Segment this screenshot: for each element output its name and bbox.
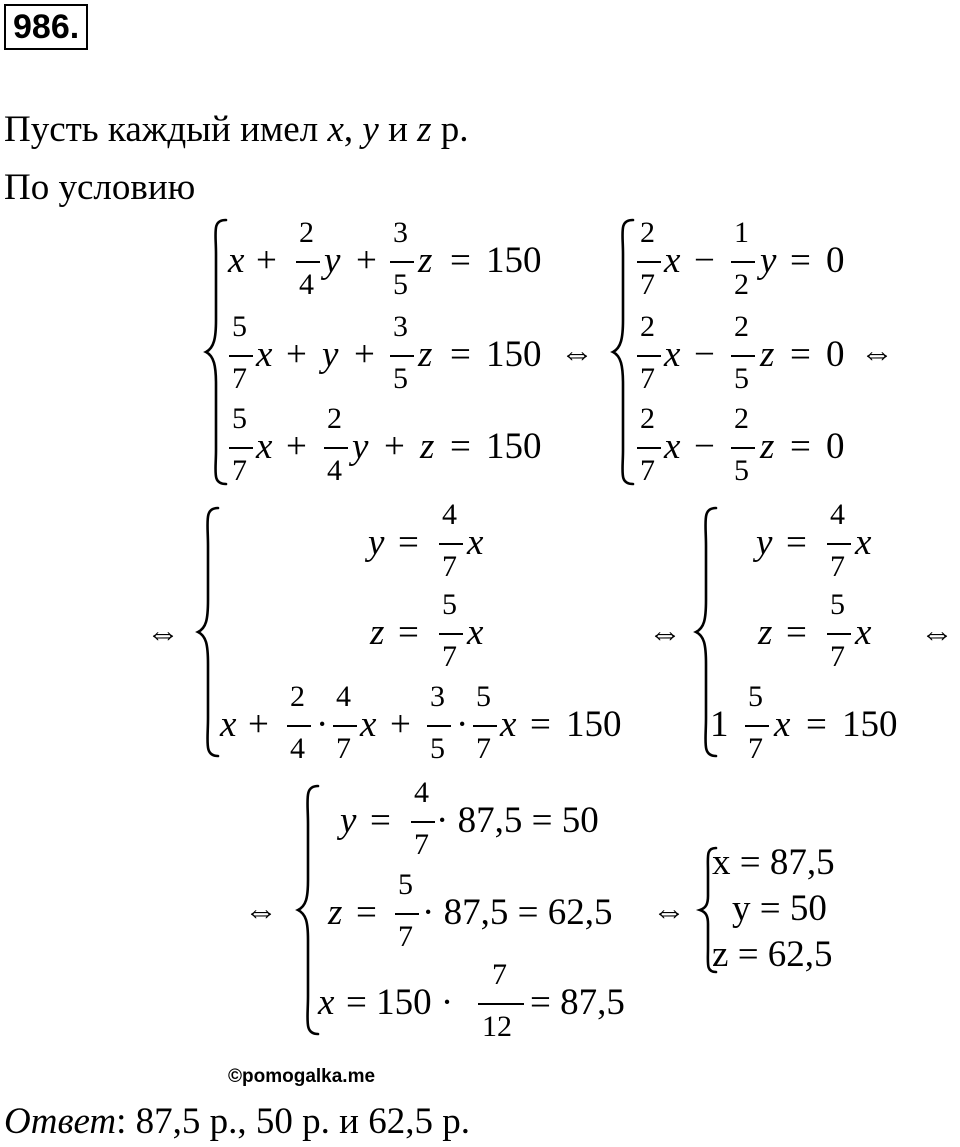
- equiv-3: ⇔: [146, 615, 180, 652]
- svg-text:x: x: [256, 426, 273, 467]
- svg-text:=: =: [398, 522, 419, 563]
- svg-text:x: x: [220, 704, 237, 745]
- svg-text:5: 5: [476, 680, 491, 713]
- svg-text:=: =: [450, 240, 471, 281]
- svg-text:5: 5: [393, 362, 408, 395]
- svg-text:150: 150: [486, 240, 542, 281]
- svg-text:+: +: [256, 240, 277, 281]
- equiv-7: ⇔: [652, 893, 686, 930]
- svg-text:=: =: [530, 704, 551, 745]
- svg-text:5: 5: [398, 868, 413, 901]
- system-3-row-3: [219, 680, 622, 765]
- svg-text:2: 2: [290, 680, 305, 713]
- svg-text:2: 2: [734, 268, 749, 301]
- svg-text:3: 3: [393, 310, 408, 343]
- svg-text:=: =: [450, 334, 471, 375]
- system-5-row-2: [327, 868, 612, 953]
- svg-text:12: 12: [482, 1010, 512, 1043]
- system-2-row-1: [637, 216, 845, 301]
- svg-text:=: =: [450, 426, 471, 467]
- svg-text:=: =: [790, 426, 811, 467]
- svg-text:7: 7: [640, 454, 655, 487]
- svg-text:7: 7: [830, 550, 845, 583]
- svg-text:3: 3: [393, 216, 408, 249]
- svg-text:2: 2: [327, 402, 342, 435]
- svg-text:y: y: [322, 334, 339, 375]
- svg-text:z: z: [418, 240, 433, 281]
- svg-text:=: =: [356, 892, 377, 933]
- system-4-row-2: [757, 588, 872, 673]
- system-5-row-1: [336, 776, 599, 861]
- system-6-row-1: x = 87,5: [712, 842, 835, 883]
- equiv-5: ⇔: [920, 615, 954, 652]
- svg-text:z: z: [760, 334, 775, 375]
- system-1: [206, 216, 542, 487]
- svg-text:+: +: [384, 426, 405, 467]
- svg-text:=: =: [786, 612, 807, 653]
- svg-text:=: =: [790, 240, 811, 281]
- svg-text:4: 4: [414, 776, 429, 809]
- svg-text:150: 150: [842, 704, 898, 745]
- svg-text:4: 4: [327, 454, 342, 487]
- svg-text:+: +: [286, 426, 307, 467]
- svg-text:x: x: [664, 334, 681, 375]
- svg-text:7: 7: [336, 732, 351, 765]
- svg-text:5: 5: [734, 362, 749, 395]
- system-1-row-1: [227, 216, 542, 301]
- svg-text:z: z: [418, 334, 433, 375]
- svg-text:+: +: [248, 704, 269, 745]
- svg-text:2: 2: [640, 402, 655, 435]
- svg-text:z: z: [328, 892, 343, 933]
- svg-text:150: 150: [486, 426, 542, 467]
- svg-text:7: 7: [492, 958, 507, 991]
- svg-text:z: z: [420, 426, 435, 467]
- svg-text:y: y: [368, 522, 385, 563]
- system-1-row-2: [229, 310, 542, 395]
- svg-text:0: 0: [826, 426, 845, 467]
- svg-text:1: 1: [734, 216, 749, 249]
- svg-text:150: 150: [566, 704, 622, 745]
- svg-text:150: 150: [486, 334, 542, 375]
- svg-text:y: y: [760, 240, 777, 281]
- svg-text:=: =: [370, 800, 391, 841]
- svg-text:5: 5: [393, 268, 408, 301]
- svg-text:5: 5: [442, 588, 457, 621]
- svg-text:+: +: [286, 334, 307, 375]
- equiv-4: ⇔: [648, 615, 682, 652]
- svg-text:2: 2: [640, 216, 655, 249]
- svg-text:z: z: [370, 612, 385, 653]
- svg-text:+: +: [390, 704, 411, 745]
- svg-text:4: 4: [290, 732, 305, 765]
- svg-text:5: 5: [430, 732, 445, 765]
- system-3-brace: [198, 508, 218, 756]
- svg-text:−: −: [694, 334, 715, 375]
- svg-text:x: x: [228, 240, 245, 281]
- system-3-row-2: [369, 588, 484, 673]
- svg-text:7: 7: [640, 362, 655, 395]
- system-3: [198, 498, 622, 765]
- svg-text:5: 5: [748, 680, 763, 713]
- svg-text:x: x: [467, 522, 484, 563]
- svg-text:x: x: [855, 612, 872, 653]
- svg-text:−: −: [694, 240, 715, 281]
- system-2: [613, 216, 845, 487]
- equiv-6: ⇔: [244, 893, 278, 930]
- system-4: [696, 498, 898, 765]
- svg-text:4: 4: [830, 498, 845, 531]
- svg-text:4: 4: [442, 498, 457, 531]
- answer-line: [4, 1100, 470, 1144]
- svg-text:=: =: [786, 522, 807, 563]
- svg-text:2: 2: [640, 310, 655, 343]
- var-y: y: [362, 109, 379, 150]
- svg-text:·: ·: [316, 704, 329, 745]
- intro-prefix: Пусть каждый имел: [4, 109, 328, 150]
- svg-text:7: 7: [232, 362, 247, 395]
- svg-text:x: x: [500, 704, 517, 745]
- svg-text:y: y: [756, 522, 773, 563]
- system-6-row-2: y = 50: [732, 888, 827, 929]
- system-5-brace: [298, 786, 318, 1034]
- answer-text: : 87,5 р., 50 р. и 62,5 р.: [116, 1101, 470, 1142]
- svg-text:7: 7: [442, 640, 457, 673]
- watermark: ©pomogalka.me: [228, 1066, 376, 1087]
- svg-text:7: 7: [232, 454, 247, 487]
- system-5: [298, 776, 625, 1043]
- svg-text:z: z: [758, 612, 773, 653]
- svg-text:1: 1: [710, 704, 729, 745]
- svg-text:0: 0: [826, 334, 845, 375]
- svg-text:· 87,5 = 50: · 87,5 = 50: [436, 800, 599, 841]
- answer-label: Ответ: [4, 1101, 117, 1142]
- svg-text:7: 7: [830, 640, 845, 673]
- svg-text:7: 7: [414, 828, 429, 861]
- equiv-2: ⇔: [860, 335, 894, 372]
- svg-text:4: 4: [299, 268, 314, 301]
- svg-text:+: +: [356, 240, 377, 281]
- svg-text:x: x: [467, 612, 484, 653]
- svg-text:3: 3: [430, 680, 445, 713]
- system-2-row-3: [637, 402, 845, 487]
- svg-text:4: 4: [336, 680, 351, 713]
- system-4-row-3: [710, 680, 898, 765]
- intro-suffix: р.: [431, 109, 469, 150]
- svg-text:5: 5: [830, 588, 845, 621]
- svg-text:= 87,5: = 87,5: [530, 982, 625, 1023]
- system-6-row-3: z = 62,5: [712, 934, 833, 975]
- svg-text:7: 7: [748, 732, 763, 765]
- svg-text:=: =: [806, 704, 827, 745]
- intro-comma: ,: [343, 109, 363, 150]
- svg-text:0: 0: [826, 240, 845, 281]
- problem-number: 986.: [4, 4, 88, 50]
- svg-text:=: =: [790, 334, 811, 375]
- svg-text:y: y: [340, 800, 357, 841]
- system-5-row-3: [317, 958, 625, 1043]
- svg-text:= 150 ·: = 150 ·: [346, 982, 454, 1023]
- svg-text:7: 7: [442, 550, 457, 583]
- system-4-row-1: [752, 498, 872, 583]
- svg-text:−: −: [694, 426, 715, 467]
- var-z: z: [417, 109, 432, 150]
- svg-text:z: z: [760, 426, 775, 467]
- svg-text:· 87,5 = 62,5: · 87,5 = 62,5: [422, 892, 613, 933]
- svg-text:7: 7: [640, 268, 655, 301]
- system-1-brace: [206, 220, 226, 484]
- svg-text:x: x: [855, 522, 872, 563]
- svg-text:x: x: [664, 426, 681, 467]
- system-3-row-1: [364, 498, 484, 583]
- svg-text:x: x: [256, 334, 273, 375]
- var-x: x: [327, 109, 344, 150]
- system-2-brace: [613, 220, 633, 484]
- svg-text:x: x: [774, 704, 791, 745]
- svg-text:2: 2: [734, 402, 749, 435]
- svg-text:5: 5: [232, 402, 247, 435]
- system-2-row-2: [637, 310, 845, 395]
- svg-text:7: 7: [476, 732, 491, 765]
- svg-text:y: y: [352, 426, 369, 467]
- svg-text:=: =: [398, 612, 419, 653]
- svg-text:x: x: [318, 982, 335, 1023]
- svg-text:5: 5: [734, 454, 749, 487]
- svg-text:2: 2: [299, 216, 314, 249]
- system-6: [700, 842, 835, 975]
- svg-text:2: 2: [734, 310, 749, 343]
- svg-text:+: +: [354, 334, 375, 375]
- intro-and: и: [378, 109, 418, 150]
- svg-text:·: ·: [456, 704, 469, 745]
- condition-line: По условию: [4, 167, 196, 208]
- svg-text:x: x: [664, 240, 681, 281]
- svg-text:7: 7: [398, 920, 413, 953]
- system-1-row-3: [229, 402, 542, 487]
- svg-text:5: 5: [232, 310, 247, 343]
- svg-text:x: x: [360, 704, 377, 745]
- svg-text:y: y: [324, 240, 341, 281]
- equiv-1: ⇔: [560, 335, 594, 372]
